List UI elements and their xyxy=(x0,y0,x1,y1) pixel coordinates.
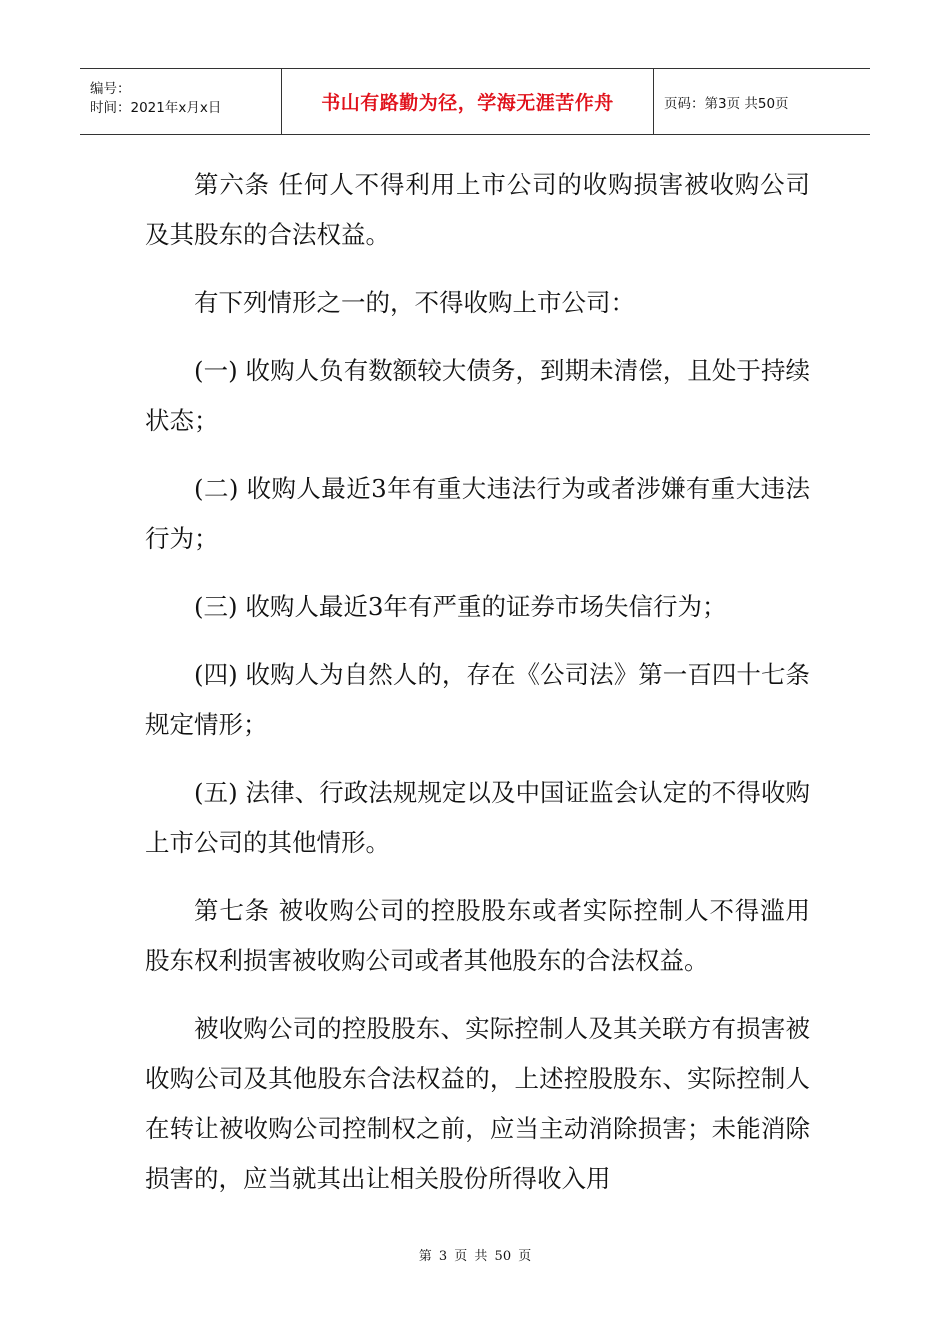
paragraph: 被收购公司的控股股东、实际控制人及其关联方有损害被收购公司及其他股东合法权益的，上述控股股东、实际控制人在转让被收购公司控制权之前，应当主动消除损害；未能消除损害的，应当就其出让相关股份所得收入用 xyxy=(145,1014,810,1193)
header-meta xyxy=(80,69,282,134)
document-number-label: 编号： xyxy=(90,80,131,97)
paragraph: 第七条 被收购公司的控股股东或者实际控制人不得滥用股东权利损害被收购公司或者其他股东的合法权益。 xyxy=(145,896,810,975)
paragraph: (五) 法律、行政法规规定以及中国证监会认定的不得收购上市公司的其他情形。 xyxy=(145,778,810,857)
paragraph: 有下列情形之一的，不得收购上市公司： xyxy=(194,288,635,317)
document-body xyxy=(145,160,810,1222)
paragraph: (二) 收购人最近3年有重大违法行为或者涉嫌有重大违法行为； xyxy=(145,474,810,553)
paragraph: (四) 收购人为自然人的，存在《公司法》第一百四十七条规定情形； xyxy=(145,660,810,739)
page-footer: 第 3 页 共 50 页 xyxy=(418,1249,532,1264)
document-header xyxy=(80,68,870,135)
paragraph: (三) 收购人最近3年有严重的证券市场失信行为； xyxy=(194,592,727,621)
paragraph: 第六条 任何人不得利用上市公司的收购损害被收购公司及其股东的合法权益。 xyxy=(145,170,810,249)
document-time-label: 时间：2021年x月x日 xyxy=(90,99,222,116)
header-motto: 书山有路勤为径，学海无涯苦作舟 xyxy=(282,69,654,134)
paragraph: (一) 收购人负有数额较大债务，到期未清偿，且处于持续状态； xyxy=(145,356,810,435)
header-page-info: 页码：第3页 共50页 xyxy=(664,95,789,112)
